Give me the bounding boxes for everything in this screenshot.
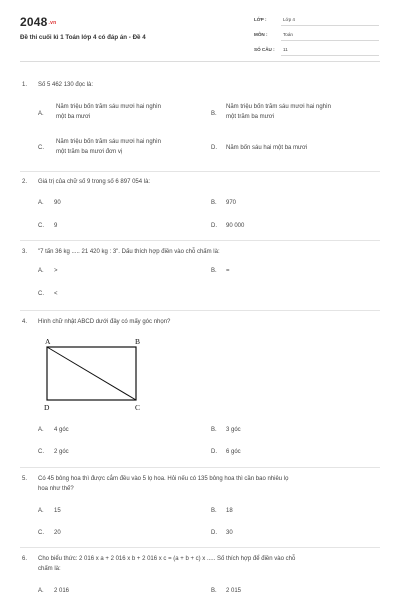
question-divider xyxy=(20,547,380,548)
subject-value: Toán xyxy=(283,32,293,37)
option-label[interactable]: B. xyxy=(211,268,217,274)
question-count-label: SỐ CÂU : xyxy=(254,47,275,52)
question-number: 3. xyxy=(22,249,28,255)
option-label[interactable]: D. xyxy=(211,530,217,536)
option-d-text[interactable]: Năm bốn sáu hai một ba mươi xyxy=(226,145,308,151)
class-underline xyxy=(281,25,379,26)
option-label[interactable]: A. xyxy=(38,111,44,117)
class-label: LỚP : xyxy=(254,17,267,22)
question-text: "7 tấn 36 kg ..... 21 420 kg : 3". Dấu thích hợp điền vào chỗ chấm là: xyxy=(38,249,220,255)
vertex-a-label: A xyxy=(45,337,51,346)
question-number: 6. xyxy=(22,556,28,562)
question-text: Giá trị của chữ số 9 trong số 6 897 054 là: xyxy=(38,179,151,185)
question-text: Số 5 462 130 đọc là: xyxy=(38,82,94,88)
question-text: Hình chữ nhật ABCD dưới đây có mấy góc nhọn? xyxy=(38,319,171,325)
option-c-text[interactable]: 20 xyxy=(54,530,61,536)
question-line: chấm là: xyxy=(38,566,61,572)
option-label[interactable]: A. xyxy=(38,508,44,514)
rectangle-abcd-figure xyxy=(40,334,150,414)
option-label[interactable]: A. xyxy=(38,200,44,206)
option-a-text[interactable]: 4 góc xyxy=(54,427,69,433)
option-a-text[interactable]: 2 016 xyxy=(54,588,70,594)
option-line: Năm triệu bốn trăm sáu mươi hai nghìn xyxy=(56,104,161,110)
option-a-text[interactable]: 90 xyxy=(54,200,61,206)
option-label[interactable]: A. xyxy=(38,427,44,433)
option-c-text[interactable]: 9 xyxy=(54,223,58,229)
option-c-text[interactable]: < xyxy=(54,291,58,297)
option-label[interactable]: A. xyxy=(38,268,44,274)
option-label[interactable]: B. xyxy=(211,200,217,206)
logo-suffix: .vn xyxy=(48,19,57,26)
question-number: 2. xyxy=(22,179,28,185)
option-label[interactable]: C. xyxy=(38,291,44,297)
option-b-text[interactable]: 2 015 xyxy=(226,588,242,594)
site-logo[interactable] xyxy=(20,15,56,29)
question-text xyxy=(38,474,288,494)
option-d-text[interactable]: 6 góc xyxy=(226,449,241,455)
option-line: một trăm ba mươi đơn vị xyxy=(56,149,123,155)
vertex-d-label: D xyxy=(44,403,50,412)
option-label[interactable]: B. xyxy=(211,508,217,514)
question-divider xyxy=(20,240,380,241)
question-number: 5. xyxy=(22,476,28,482)
subject-underline xyxy=(281,40,379,41)
option-label[interactable]: B. xyxy=(211,427,217,433)
option-b-text[interactable]: 18 xyxy=(226,508,233,514)
option-d-text[interactable]: 30 xyxy=(226,530,233,536)
option-line: một trăm ba mươi xyxy=(226,114,274,120)
option-label[interactable]: C. xyxy=(38,449,44,455)
option-line: Năm triệu bốn trăm sáu mươi hai nghìn xyxy=(56,139,161,145)
question-line: Cho biểu thức: 2 016 x a + 2 016 x b + 2 016 x c = (a + b + c) x ..... Số thích hợp để điền vào chỗ xyxy=(38,556,296,562)
option-c-text[interactable]: 2 góc xyxy=(54,449,69,455)
option-a-text[interactable]: > xyxy=(54,268,58,274)
option-d-text[interactable]: 90 000 xyxy=(226,223,245,229)
question-divider xyxy=(20,467,380,468)
question-count-value: 11 xyxy=(283,47,288,52)
option-b-text[interactable]: = xyxy=(226,268,230,274)
option-a-text[interactable]: 15 xyxy=(54,508,61,514)
page-header xyxy=(0,0,400,74)
question-count-underline xyxy=(281,55,379,56)
option-label[interactable]: C. xyxy=(38,530,44,536)
question-number: 1. xyxy=(22,82,28,88)
document-title: Đề thi cuối kì 1 Toán lớp 4 có đáp án - Đề 4 xyxy=(20,34,146,41)
option-label[interactable]: C. xyxy=(38,145,44,151)
question-number: 4. xyxy=(22,319,28,325)
option-label[interactable]: C. xyxy=(38,223,44,229)
question-text xyxy=(38,554,295,574)
header-divider xyxy=(20,61,380,62)
option-label[interactable]: D. xyxy=(211,223,217,229)
question-line: hoa như thế? xyxy=(38,486,74,492)
vertex-c-label: C xyxy=(135,403,141,412)
option-c-text[interactable] xyxy=(56,137,161,157)
option-label[interactable]: B. xyxy=(211,111,217,117)
vertex-b-label: B xyxy=(135,337,141,346)
option-line: một ba mươi xyxy=(56,114,91,120)
question-divider xyxy=(20,171,380,172)
option-label[interactable]: D. xyxy=(211,145,217,151)
question-divider xyxy=(20,310,380,311)
option-label[interactable]: B. xyxy=(211,588,217,594)
option-a-text[interactable] xyxy=(56,102,161,122)
class-value: Lớp 4 xyxy=(283,17,295,22)
option-b-text[interactable] xyxy=(226,102,331,122)
option-b-text[interactable]: 3 góc xyxy=(226,427,241,433)
logo-text: 2048 xyxy=(20,15,48,29)
option-b-text[interactable]: 970 xyxy=(226,200,237,206)
option-label[interactable]: D. xyxy=(211,449,217,455)
option-label[interactable]: A. xyxy=(38,588,44,594)
option-line: Năm triệu bốn trăm sáu mươi hai nghìn xyxy=(226,104,331,110)
diagonal-ac xyxy=(47,347,136,400)
subject-label: MÔN : xyxy=(254,32,268,37)
question-line: Có 45 bông hoa thì được cắm đều vào 5 lọ hoa. Hỏi nếu có 135 bông hoa thì cần bao nhiêu lọ xyxy=(38,476,289,482)
